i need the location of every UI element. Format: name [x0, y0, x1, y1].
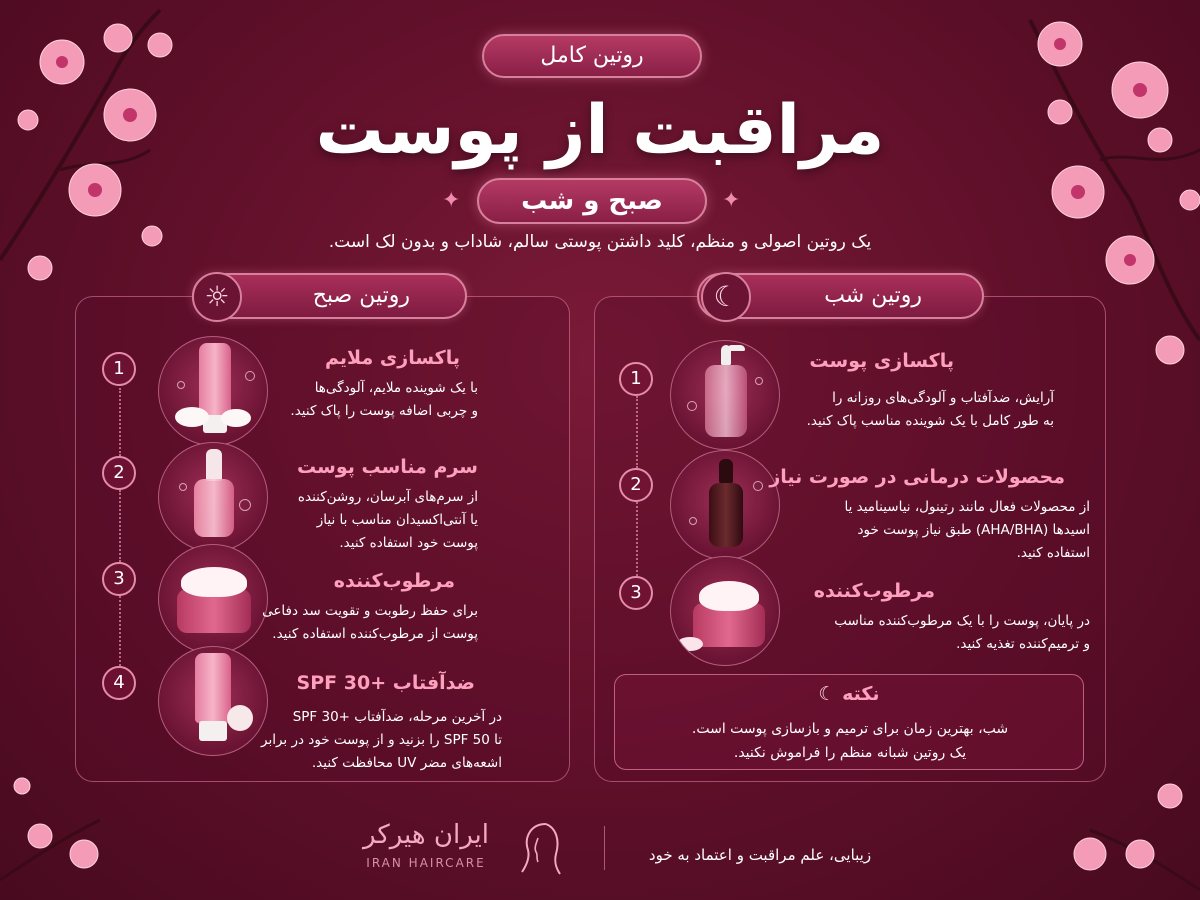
- tip-box: [614, 674, 1084, 770]
- night-step-3-number: 3: [619, 576, 653, 610]
- night-routine-title: روتین شب: [824, 283, 922, 308]
- step-connector: [119, 596, 121, 666]
- morning-step-3-title: مرطوب‌کننده: [333, 570, 455, 592]
- blossom-branch-top-left: [0, 0, 200, 300]
- sparkle-icon-right: ✦: [722, 188, 741, 213]
- night-step-1-number: 1: [619, 362, 653, 396]
- footer-divider: [604, 826, 605, 870]
- morning-step-4-number: 4: [102, 666, 136, 700]
- night-step-3-title: مرطوب‌کننده: [813, 580, 935, 602]
- brand-logo-face-icon: [516, 820, 564, 876]
- night-step-3-desc: در پایان، پوست را با یک مرطوب‌کننده مناسب و ترمیم‌کننده تغذیه کنید.: [834, 613, 1090, 652]
- morning-step-3-desc: برای حفظ رطوبت و تقویت سد دفاعی پوست از مرطوب‌کننده استفاده کنید.: [262, 603, 478, 642]
- night-step-2-title: محصولات درمانی در صورت نیاز: [769, 466, 1065, 488]
- sun-icon: ☼: [192, 272, 242, 322]
- footer-slogan: زیبایی، علم مراقبت و اعتماد به خود: [648, 846, 872, 864]
- night-step-2-desc: از محصولات فعال مانند رتینول، نیاسینامید یا اسیدها (AHA/BHA) طبق نیاز پوست خود استفاده کنید.: [844, 499, 1090, 561]
- morning-step-1-number: 1: [102, 352, 136, 386]
- step-connector: [119, 490, 121, 562]
- morning-step-1-title: پاکسازی ملایم: [325, 347, 460, 369]
- night-step-1-desc: آرایش، ضدآفتاب و آلودگی‌های روزانه را به طور کامل با یک شوینده مناسب پاک کنید.: [806, 390, 1054, 429]
- blossom-branch-bottom-right: [1060, 770, 1200, 900]
- morning-step-2-desc: از سرم‌های آبرسان، روشن‌کننده یا آنتی‌اکسیدان مناسب با نیاز پوست خود استفاده کنید.: [297, 489, 478, 551]
- step-connector: [119, 388, 121, 456]
- moon-icon: ☾: [701, 272, 751, 322]
- brand-name-persian: ایران هیرکر: [362, 820, 489, 850]
- morning-step-4-desc: در آخرین مرحله، ضدآفتاب +SPF 30 تا SPF 50 را بزنید و از پوست خود در برابر اشعه‌های مضر UV محافظت کنید.: [261, 709, 502, 771]
- top-pill: روتین کامل: [482, 34, 702, 78]
- subtitle-pill: صبح و شب: [477, 178, 707, 224]
- morning-step-2-title: سرم مناسب پوست: [297, 456, 478, 478]
- step-connector: [636, 396, 638, 468]
- page-title: مراقبت از پوست: [315, 91, 885, 170]
- night-routine-header: [697, 273, 984, 319]
- tip-text: شب، بهترین زمان برای ترمیم و بازسازی پوست است. یک روتین شبانه منظم را فراموش نکنید.: [691, 721, 1009, 761]
- morning-routine-title: روتین صبح: [312, 283, 410, 308]
- morning-step-4-title: ضدآفتاب +SPF 30: [296, 672, 475, 694]
- morning-step-2-number: 2: [102, 456, 136, 490]
- night-step-1-title: پاکسازی پوست: [809, 350, 954, 372]
- moon-icon: ☾: [818, 683, 836, 705]
- blossom-branch-bottom-left: [0, 770, 120, 900]
- tip-title: نکته ☾: [818, 683, 880, 705]
- step-connector: [636, 502, 638, 576]
- brand-name-english: IRAN HAIRCARE: [366, 856, 486, 870]
- morning-routine-header: [192, 273, 467, 319]
- morning-step-1-desc: با یک شوینده ملایم، آلودگی‌ها و چربی اضافه پوست را پاک کنید.: [290, 380, 478, 419]
- night-step-2-number: 2: [619, 468, 653, 502]
- tagline: یک روتین اصولی و منظم، کلید داشتن پوستی سالم، شاداب و بدون لک است.: [328, 232, 872, 252]
- sparkle-icon-left: ✦: [442, 188, 461, 213]
- morning-step-3-number: 3: [102, 562, 136, 596]
